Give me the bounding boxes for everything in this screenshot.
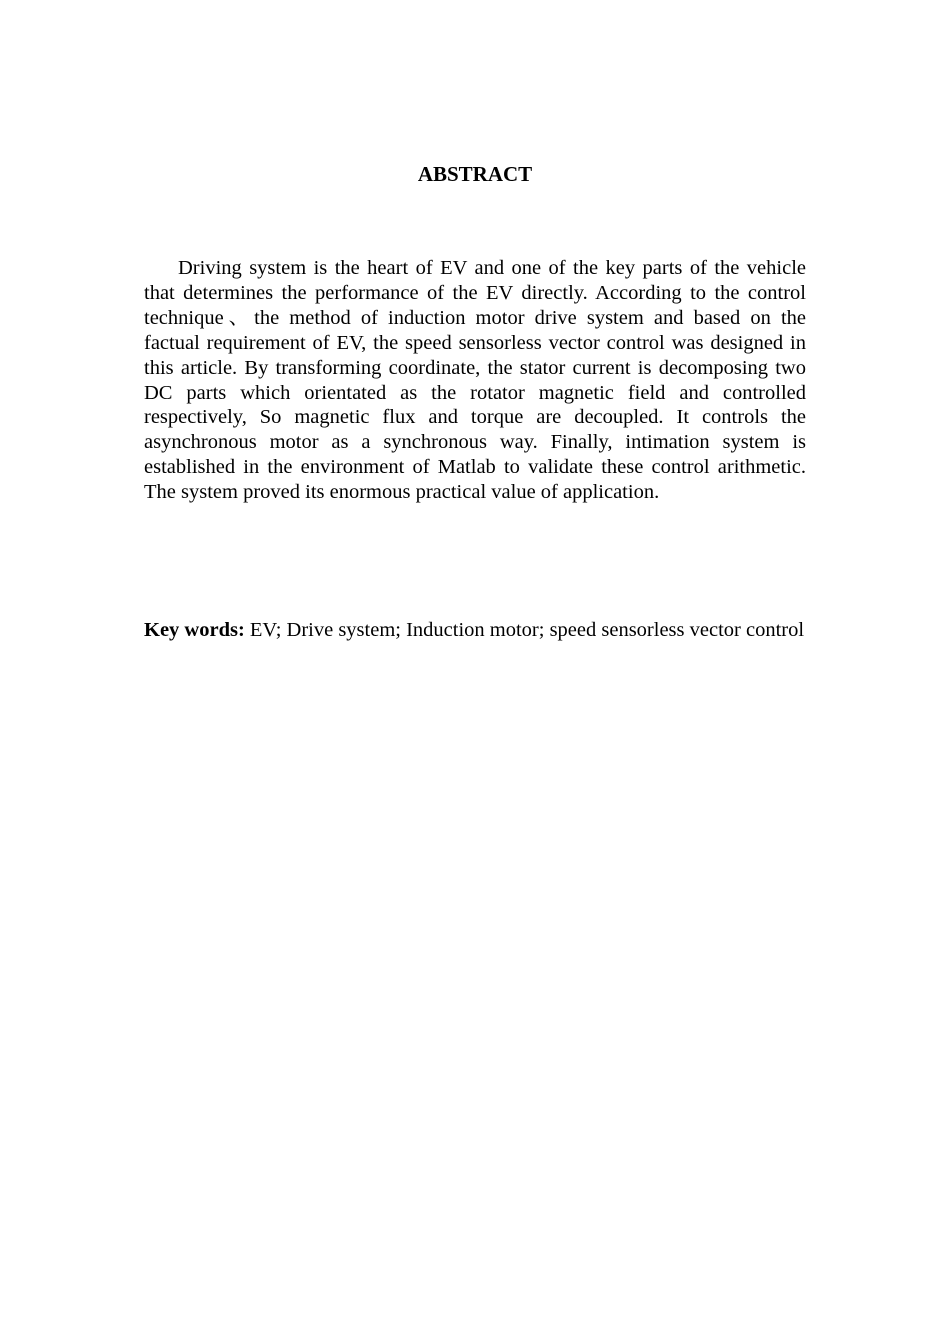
keywords-label: Key words: <box>144 619 245 641</box>
abstract-heading: ABSTRACT <box>417 162 533 186</box>
keywords-line <box>144 612 806 648</box>
abstract-paragraph: Driving system is the heart of EV and one of the key parts of the vehicle that determines the performance of the EV directly. According to the control technique、the method of induction motor drive system and based on the factual requirement of EV, the speed sensorless vector control was designed in this article. By transforming coordinate, the stator current is decomposing two DC parts which orientated as the rotator magnetic field and controlled respectively, So magnetic flux and torque are decoupled. It controls the asynchronous motor as a synchronous way. Finally, intimation system is established in the environment of Matlab to validate these control arithmetic. The system proved its enormous practical value of application. <box>144 257 806 504</box>
keywords-text: EV; Drive system; Induction motor; speed sensorless vector control <box>244 619 805 641</box>
